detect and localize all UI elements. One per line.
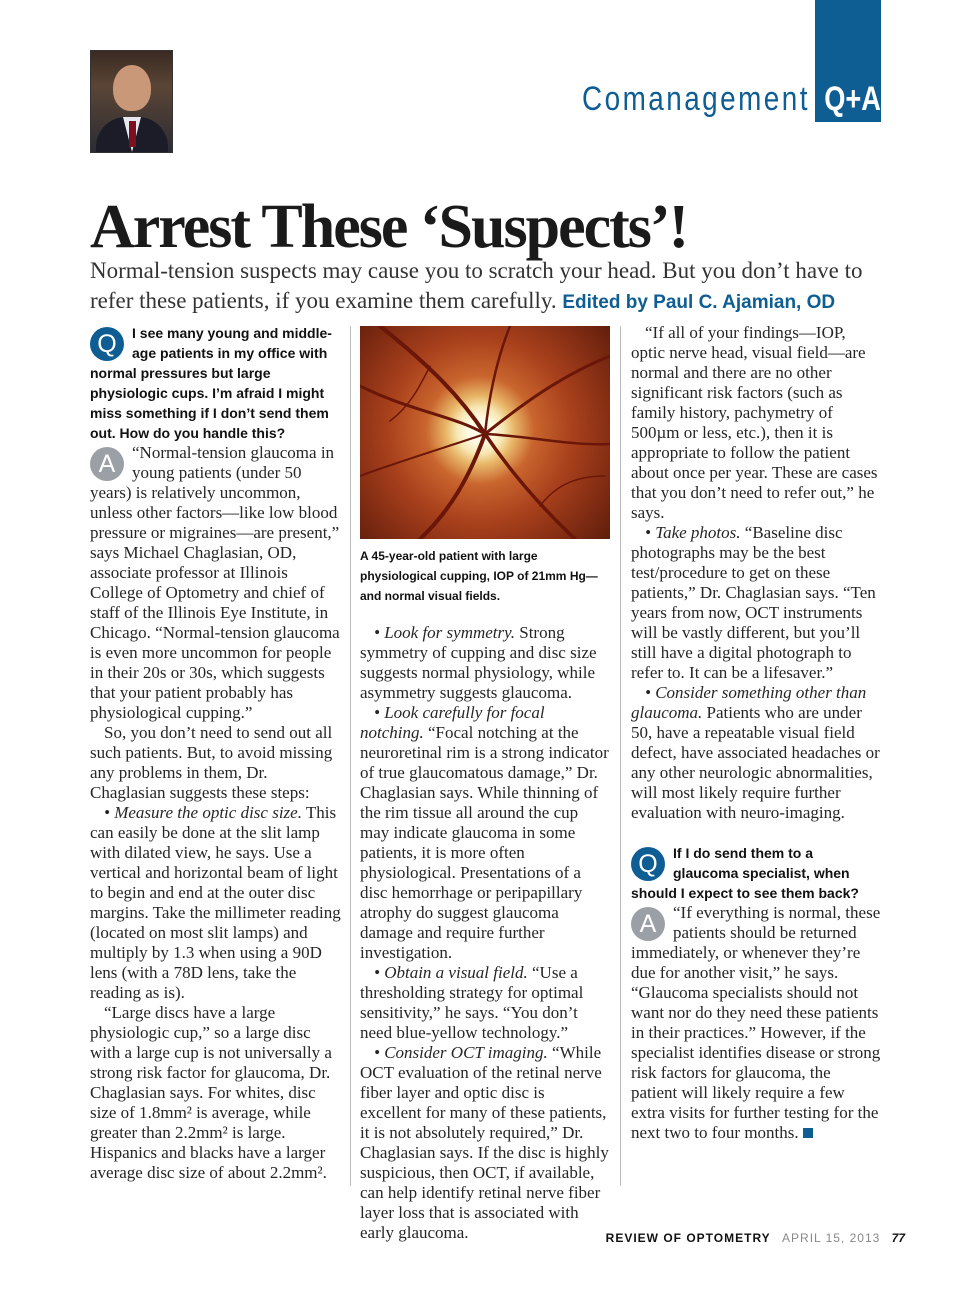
column-rule [620, 326, 621, 1186]
question-badge: Q [631, 847, 665, 881]
author-portrait [90, 50, 173, 153]
step-measure-disc: • Measure the optic disc size. This can easily be done at the slit lamp with dilated view, he says. Use a vertical and horizontal beam of light to begin and end at the outer disc margins. Take the millimeter reading (located on most slit lamps) and multiply by 1.3 when using a 90D lens (with a 78D lens, take the reading as is). [90, 803, 341, 1002]
issue-date: APRIL 15, 2013 [782, 1231, 881, 1245]
figure-caption: A 45-year-old patient with large physiological cupping, IOP of 21mm Hg—and normal visual fields. [360, 549, 598, 603]
answer-paragraph: “If everything is normal, these patients should be returned immediately, or whenever they’re due for another visit,” he says. “Glaucoma specialists should not want nor do they need these patients in their practices.” However, if the specialist identifies disease or strong risk factors for glaucoma, the patient will likely require a few extra visits for further testing for the next two to four months. [631, 903, 881, 1142]
fundus-photo [360, 326, 610, 539]
step-symmetry: • Look for symmetry. Strong symmetry of cupping and disc size suggests normal physiology, while asymmetry suggests glaucoma. [360, 623, 597, 702]
answer-paragraph: So, you don’t need to send out all such patients. But, to avoid missing any problems in them, Dr. Chaglasian suggests these steps: [90, 723, 333, 802]
end-mark-icon [803, 1128, 813, 1138]
step-visual-field: • Obtain a visual field. “Use a thresholding strategy for optimal sensitivity,” he says. “You don’t need blue-yellow technology.” [360, 963, 584, 1042]
column-rule [350, 326, 351, 1186]
department-tag: Q+A [824, 80, 881, 118]
question-badge: Q [90, 327, 124, 361]
answer-paragraph: “If all of your findings—IOP, optic nerve head, visual field—are normal and there are no other significant risk factors (such as family history, pachymetry of 500µm or less, etc.), then it is appropriate to follow the patient about once per year. These are cases that you don’t need to refer out,” he says. [631, 323, 878, 522]
step-other-than-glaucoma: • Consider something other than glaucoma. Patients who are under 50, have a repeatable visual field defect, have associated headaches or any other neurologic abnormalities, will most likely require further evaluation with neuro-imaging. [631, 683, 880, 822]
headline: Arrest These ‘Suspects’! [90, 193, 688, 261]
page-number: 77 [891, 1231, 905, 1245]
question-text: I see many young and middle-age patients in my office with normal pressures but large physiologic cups. I’m afraid I might miss something if I don’t send them out. How do you handle this? [90, 325, 332, 441]
column-3 [631, 323, 881, 1143]
folio [606, 1231, 905, 1245]
answer-paragraph: “Normal-tension glaucoma in young patients (under 50 years) is relatively uncommon, unless other factors—like low blood pressure or migraines—are present,” says Michael Chaglasian, OD, associate professor at Illinois College of Optometry and chief of staff of the Illinois Eye Institute, in Chicago. “Normal-tension glaucoma is even more uncommon for people in their 20s or 30s, which suggests that your patient probably has physiological cupping.” [90, 443, 340, 722]
answer-badge: A [90, 447, 124, 481]
answer-badge: A [631, 907, 665, 941]
magazine-name: REVIEW OF OPTOMETRY [605, 1231, 771, 1245]
step-oct: • Consider OCT imaging. “While OCT evaluation of the retinal nerve fiber layer and optic disc is excellent for many of these patients, it is not absolutely required,” Dr. Chaglasian says. If the disc is highly suspicious, then OCT, if available, can help identify retinal nerve fiber layer loss that is associated with early glaucoma. [360, 1043, 609, 1242]
answer-paragraph: “Large discs have a large physiologic cup,” so a large disc with a large cup is not universally a strong risk factor for glaucoma, Dr. Chaglasian says. For whites, disc size of 1.8mm² is average, while greater than 2.2mm² is large. Hispanics and blacks have a larger average disc size of about 2.2mm². [90, 1003, 332, 1182]
column-1 [90, 323, 342, 1183]
step-photos: • Take photos. “Baseline disc photographs may be the best test/procedure to get on these patients,” Dr. Chaglasian says. “Ten years from now, OCT instruments will be vastly different, but you’ll still have a digital photograph to refer to. It can be a lifesaver.” [631, 523, 876, 682]
dek [90, 256, 880, 318]
dek-text: Normal-tension suspects may cause you to scratch your head. But you don’t have to refer these patients, if you examine them carefully. [90, 258, 863, 313]
step-focal-notching: • Look carefully for focal notching. “Focal notching at the neuroretinal rim is a strong indicator of true glaucomatous damage,” Dr. Chaglasian says. While thinning of the rim tissue all around the cup may indicate glaucoma in some patients, it is more often physiological. Presentations of a disc hemorrhage or peripapillary atrophy do suggest glaucoma damage and require further investigation. [360, 703, 609, 962]
column-2 [360, 623, 610, 1243]
editor-credit: Edited by Paul C. Ajamian, OD [562, 292, 836, 313]
question-text: If I do send them to a glaucoma specialist, when should I expect to see them back? [631, 845, 859, 901]
department-label: Comanagement [582, 80, 810, 118]
